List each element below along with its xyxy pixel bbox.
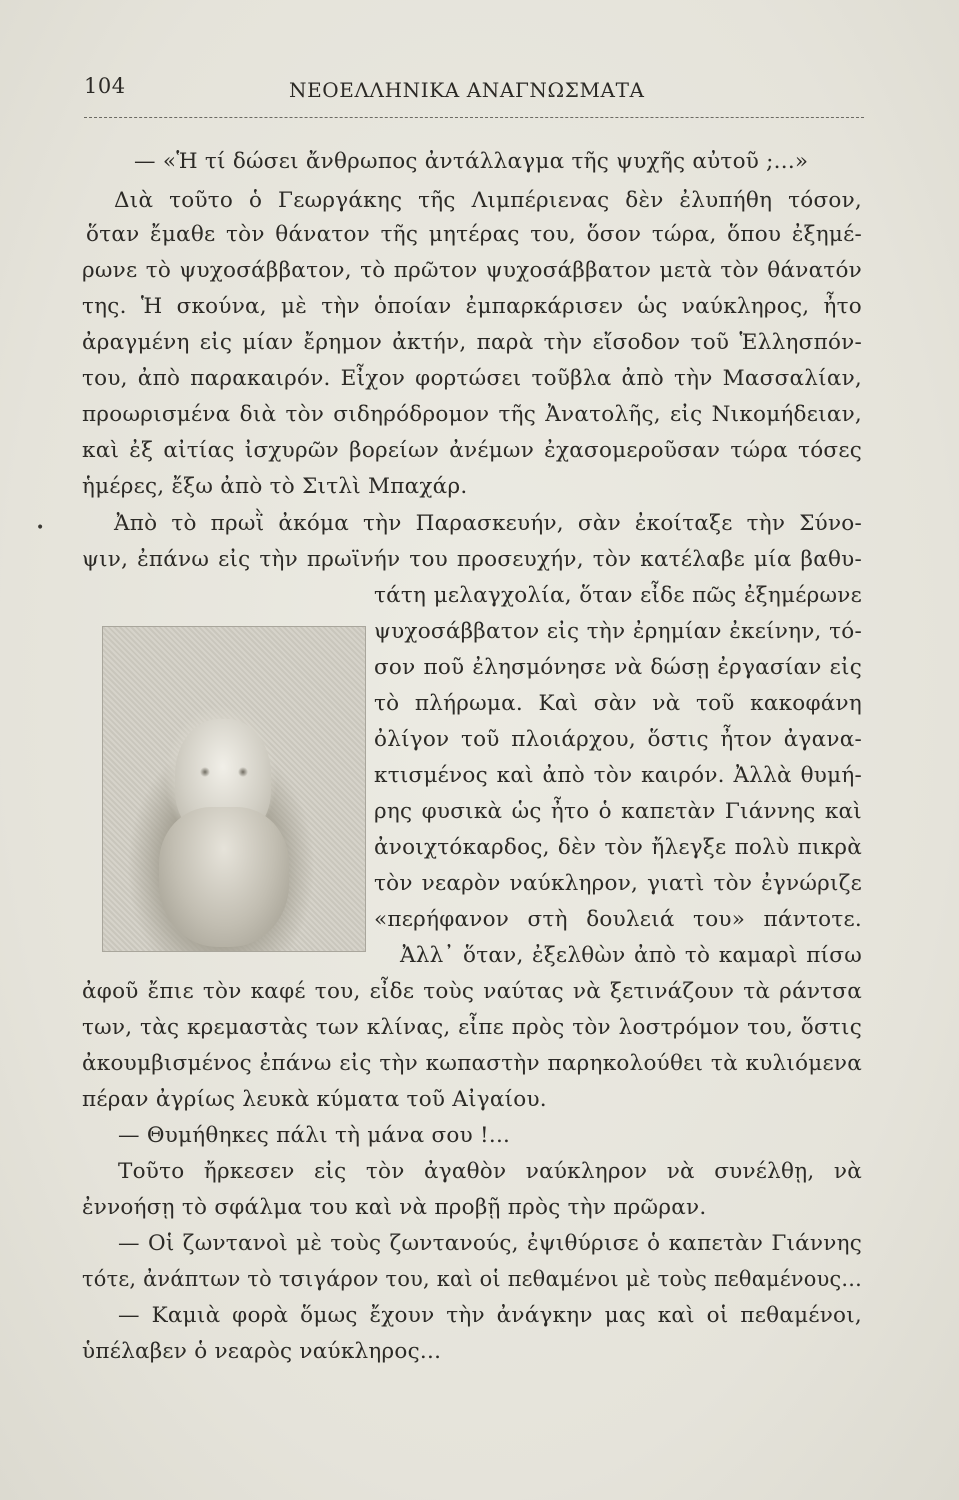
text-line: τότε, ἀνάπτων τὸ τσιγάρον του, καὶ οἱ πεθαμένοι μὲ τοὺς πεθαμένους...: [82, 1267, 863, 1292]
header-rule: [84, 117, 864, 118]
text-line: ὅταν ἔμαθε τὸν θάνατον τῆς μητέρας του, ὅσον τώρα, ὅπου ἐξημέ-: [86, 222, 862, 247]
text-line: — Θυμήθηκες πάλι τὴ μάνα σου !...: [118, 1123, 511, 1148]
text-line: ὑπέλαβεν ὁ νεαρὸς ναύκληρος...: [82, 1339, 442, 1364]
portrait-photo: [102, 626, 366, 952]
portrait-eyes: [195, 767, 253, 777]
text-line: Ἀπὸ τὸ πρωῒ ἀκόμα τὴν Παρασκευήν, σὰν ἐκοίταξε τὴν Σύνο-: [114, 511, 862, 536]
text-line: ρης φυσικὰ ὡς ἦτο ὁ καπετὰν Γιάννης καὶ: [374, 799, 862, 824]
text-line: — Οἱ ζωντανοὶ μὲ τοὺς ζωντανούς, ἐψιθύρισε ὁ καπετὰν Γιάννης: [118, 1231, 862, 1256]
text-line: προωρισμένα διὰ τὸν σιδηρόδρομον τῆς Ἀνατολῆς, εἰς Νικομήδειαν,: [82, 402, 862, 427]
text-line: ψυχοσάββατον εἰς τὴν ἐρημίαν ἐκείνην, τό-: [374, 619, 862, 644]
margin-mark: •: [36, 520, 45, 536]
text-line: ρωνε τὸ ψυχοσάββατον, τὸ πρῶτον ψυχοσάββατον μετὰ τὸν θάνατόν: [82, 258, 862, 283]
text-line: Ἀλλ᾽ ὅταν, ἐξελθὼν ἀπὸ τὸ καμαρὶ πίσω: [400, 943, 862, 968]
text-line: ἀνοιχτόκαρδος, δὲν τὸν ἤλεγξε πολὺ πικρὰ: [374, 835, 862, 860]
text-line: Τοῦτο ἤρκεσεν εἰς τὸν ἀγαθὸν ναύκληρον νὰ συνέλθῃ, νὰ: [118, 1159, 862, 1184]
text-line: ἡμέρες, ἔξω ἀπὸ τὸ Σιτλὶ Μπαχάρ.: [82, 474, 468, 499]
text-line: κτισμένος καὶ ἀπὸ τὸν καιρόν. Ἀλλὰ θυμή-: [374, 763, 862, 788]
text-line: τάτη μελαγχολία, ὅταν εἶδε πῶς ἐξημέρωνε: [374, 583, 862, 608]
text-line: της. Ἡ σκούνα, μὲ τὴν ὁποίαν ἐμπαρκάρισεν ὡς ναύκληρος, ἦτο: [82, 294, 862, 319]
text-line: Διὰ τοῦτο ὁ Γεωργάκης τῆς Λιμπέριενας δὲν ἐλυπήθη τόσον,: [114, 188, 862, 213]
text-line: τὸν νεαρὸν ναύκληρον, γιατὶ τὸν ἐγνώριζε: [374, 871, 862, 896]
text-line: ἀφοῦ ἔπιε τὸν καφέ του, εἶδε τοὺς ναύτας νὰ ξετινάζουν τὰ ράντσα: [82, 979, 862, 1004]
page-number: 104: [84, 74, 126, 98]
text-line: πέραν ἀγρίως λευκὰ κύματα τοῦ Αἰγαίου.: [82, 1087, 547, 1112]
text-line: ὀλίγον τοῦ πλοιάρχου, ὅστις ἦτον ἀγανα-: [374, 727, 862, 752]
text-line: — «Ἡ τί δώσει ἄνθρωπος ἀντάλλαγμα τῆς ψυχῆς αὐτοῦ ;...»: [134, 149, 809, 174]
text-line: — Καμιὰ φορὰ ὅμως ἔχουν τὴν ἀνάγκην μας καὶ οἱ πεθαμένοι,: [118, 1303, 862, 1328]
text-line: ἐννοήσῃ τὸ σφάλμα του καὶ νὰ προβῇ πρὸς τὴν πρῶραν.: [82, 1195, 707, 1220]
text-line: του, ἀπὸ παρακαιρόν. Εἶχον φορτώσει τοῦβλα ἀπὸ τὴν Μασσαλίαν,: [82, 366, 862, 391]
text-line: ψιν, ἐπάνω εἰς τὴν πρωϊνήν του προσευχήν, τὸν κατέλαβε μία βαθυ-: [82, 547, 862, 572]
text-line: καὶ ἐξ αἰτίας ἰσχυρῶν βορείων ἀνέμων ἐχασομεροῦσαν τώρα τόσες: [82, 438, 862, 463]
running-title: ΝΕΟΕΛΛΗΝΙΚΑ ΑΝΑΓΝΩΣΜΑΤΑ: [289, 78, 645, 102]
text-line: «περήφανον στὴ δουλειά του» πάντοτε.: [374, 907, 862, 932]
text-line: των, τὰς κρεμαστὰς των κλίνας, εἶπε πρὸς τὸν λοστρόμον του, ὅστις: [82, 1015, 862, 1040]
text-line: ἀκουμβισμένος ἐπάνω εἰς τὴν κωπαστὴν παρηκολούθει τὰ κυλιόμενα: [82, 1051, 862, 1076]
text-line: τὸ πλήρωμα. Καὶ σὰν νὰ τοῦ κακοφάνη: [374, 691, 862, 716]
text-line: ἀραγμένη εἰς μίαν ἔρημον ἀκτήν, παρὰ τὴν εἴσοδον τοῦ Ἑλλησπόν-: [82, 330, 862, 355]
text-line: σον ποῦ ἐλησμόνησε νὰ δώσῃ ἐργασίαν εἰς: [374, 655, 862, 680]
portrait-beard: [159, 807, 289, 947]
